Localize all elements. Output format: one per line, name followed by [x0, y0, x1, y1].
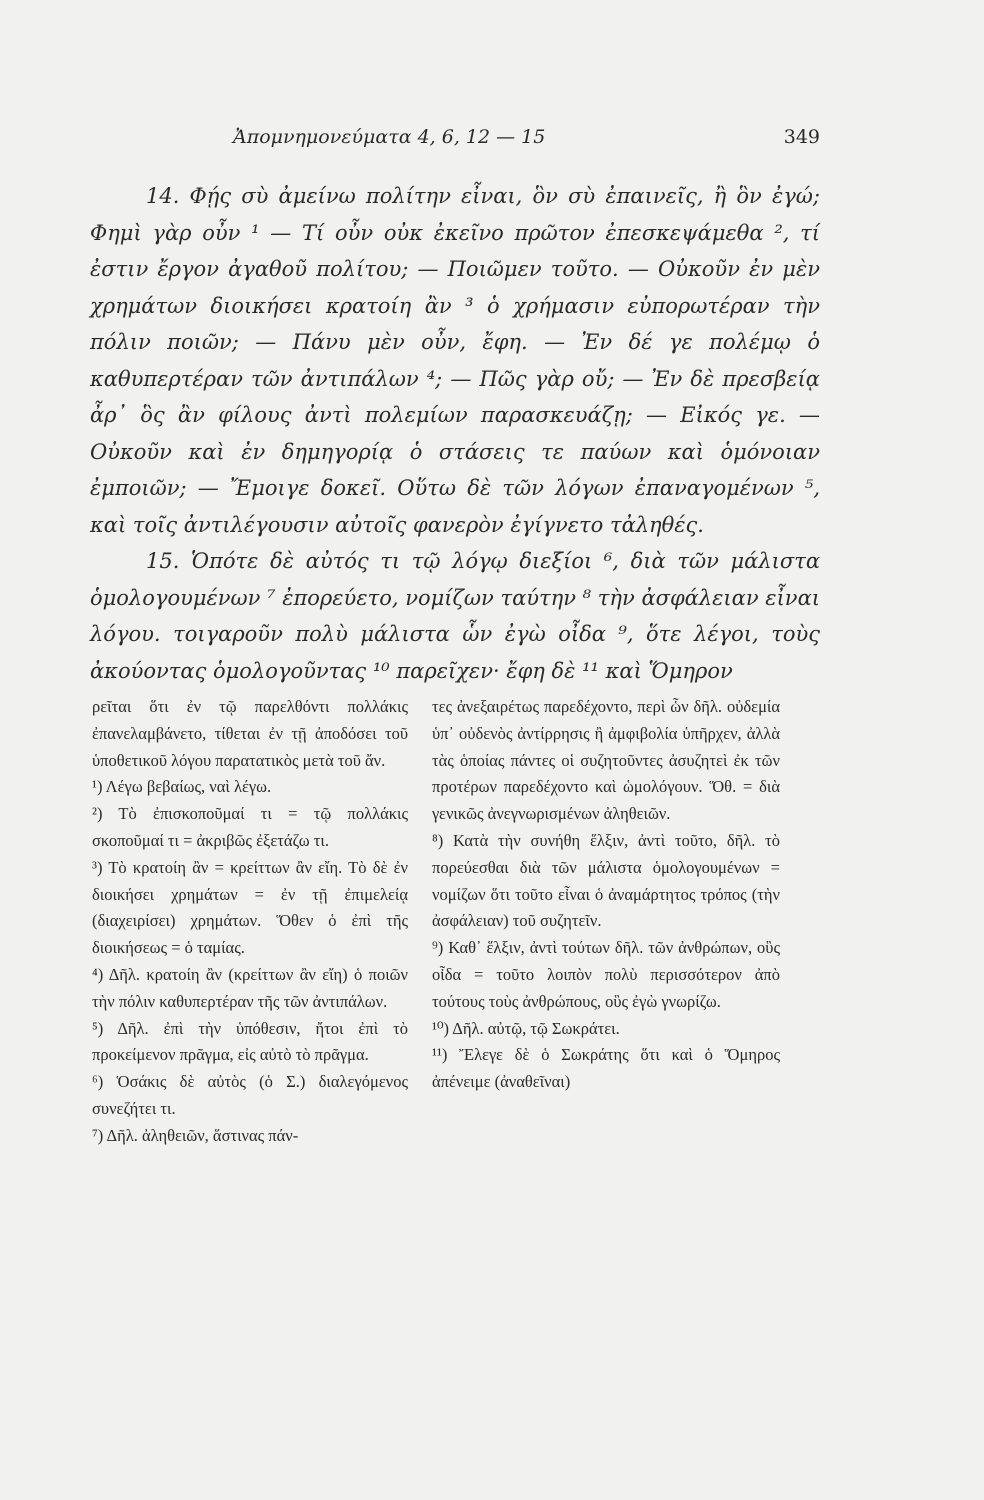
page-number: 349 [783, 126, 820, 148]
footnote-1: ¹) Λέγω βεβαίως, ναὶ λέγω. [92, 777, 272, 797]
footnotes-right-column [432, 694, 780, 1096]
footnote-11: ¹¹) Ἔλεγε δὲ ὁ Σωκράτης ὅτι καὶ ὁ Ὅμηρος ἀπένειμε (ἀναθεῖναι) [432, 1045, 780, 1092]
footnote-7: ⁷) Δῆλ. ἀληθειῶν, ἅστινας πάν- [92, 1125, 299, 1145]
footnote-5: ⁵) Δῆλ. ἐπὶ τὴν ὑπόθεσιν, ἤτοι ἐπὶ τὸ προκείμενον πρᾶγμα, εἰς αὐτὸ τὸ πρᾶγμα. [92, 1018, 408, 1065]
footnote-6: ⁶) Ὁσάκις δὲ αὐτὸς (ὁ Σ.) διαλεγόμενος συνεζήτει τι. [92, 1072, 408, 1118]
footnote-3: ³) Τὸ κρατοίη ἂν = κρείττων ἂν εἴη. Τὸ δὲ ἐν διοικήσει χρημάτων = ἐν τῇ ἐπιμελείᾳ (διαχειρίσει) χρημάτων. Ὅθεν ὁ ἐπὶ τῆς διοικήσεως = ὁ ταμίας. [92, 857, 408, 958]
footnote-7-continuation: τες ἀνεξαιρέτως παρεδέχοντο, περὶ ὧν δῆλ. οὐδεμία ὑπ᾽ οὐδενὸς ἀντίρρησις ἢ ἀμφιβολία ὑπῆρχεν, ἀλλὰ τὰς ὁποίας πάντες οἱ συζητοῦντες ἀσυζητεὶ ἐκ τῶν προτέρων παρεδέχοντο καὶ ὡμολόγουν. Ὅθ. = διὰ γενικῶς ἀνεγνωρισμένων ἀληθειῶν. [432, 697, 780, 824]
paragraph-14: 14. Φῄς σὺ ἀμείνω πολίτην εἶναι, ὃν σὺ ἐπαινεῖς, ἢ ὃν ἐγώ; Φημὶ γὰρ οὖν ¹ — Τί οὖν οὐκ ἐκεῖνο πρῶτον ἐπεσκεψάμεθα ², τί ἐστιν ἔργον ἀγαθοῦ πολίτου; — Ποιῶμεν τοῦτο. — Οὐκοῦν ἐν μὲν χρημάτων διοικήσει κρατοίη ἂν ³ ὁ χρήμασιν εὐπορωτέραν τὴν πόλιν ποιῶν; — Πάνυ μὲν οὖν, ἔφη. — Ἐν δέ γε πολέμῳ ὁ καθυπερτέραν τῶν ἀντιπάλων ⁴; — Πῶς γὰρ οὔ; — Ἐν δὲ πρεσβείᾳ ἆρ᾽ ὃς ἂν φίλους ἀντὶ πολεμίων παρασκευάζῃ; — Εἰκός γε. — Οὐκοῦν καὶ ἐν δημηγορίᾳ ὁ στάσεις τε παύων καὶ ὁμόνοιαν ἐμποιῶν; — Ἔμοιγε δοκεῖ. Οὕτω δὲ τῶν λόγων ἐπαναγομένων ⁵, καὶ τοῖς ἀντιλέγουσιν αὐτοῖς φανερὸν ἐγίγνετο τἀληθές. [90, 184, 820, 537]
footnote-2: ²) Τὸ ἐπισκοποῦμαί τι = τῷ πολλάκις σκοποῦμαί τι = ἀκριβῶς ἐξετάζω τι. [92, 804, 408, 850]
footnote-9: ⁹) Καθ᾽ ἕλξιν, ἀντὶ τούτων δῆλ. τῶν ἀνθρώπων, οὓς οἶδα = τοῦτο λοιπὸν πολὺ περισσότερον ἀπὸ τούτους τοὺς ἀνθρώπους, οὓς ἐγὼ γνωρίζω. [432, 938, 780, 1011]
running-title: Ἀπομνημονεύματα 4, 6, 12 — 15 [233, 126, 546, 148]
paragraph-15: 15. Ὁπότε δὲ αὐτός τι τῷ λόγῳ διεξίοι ⁶, διὰ τῶν μάλιστα ὁμολογουμένων ⁷ ἐπορεύετο, νομίζων ταύτην ⁸ τὴν ἀσφάλειαν εἶναι λόγου. τοιγαροῦν πολὺ μάλιστα ὧν ἐγὼ οἶδα ⁹, ὅτε λέγοι, τοὺς ἀκούοντας ὁμολογοῦντας ¹⁰ παρεῖχεν· ἔφη δὲ ¹¹ καὶ Ὅμηρον [90, 549, 820, 683]
running-header [233, 126, 820, 148]
footnote-4: ⁴) Δῆλ. κρατοίη ἂν (κρείττων ἂν εἴη) ὁ ποιῶν τὴν πόλιν καθυπερτέραν τῆς τῶν ἀντιπάλων. [92, 964, 408, 1011]
footnote-8: ⁸) Κατὰ τὴν συνήθη ἕλξιν, ἀντὶ τοῦτο, δῆλ. τὸ πορεύεσθαι διὰ τῶν μάλιστα ὁμολογουμένων = νομίζων ὅτι τοῦτο εἶναι ὁ ἀναμάρτητος τρόπος (τὴν ἀσφάλειαν) τοῦ συζητεῖν. [432, 830, 780, 931]
footnote-10: ¹⁰) Δῆλ. αὐτῷ, τῷ Σωκράτει. [432, 1018, 620, 1038]
main-text [90, 178, 820, 689]
footnote-continuation: ρεῖται ὅτι ἐν τῷ παρελθόντι πολλάκις ἐπανελαμβάνετο, τίθεται ἐν τῇ ἀποδόσει τοῦ ὑποθετικοῦ λόγου παρατατικὸς μετὰ τοῦ ἄν. [92, 697, 408, 770]
footnotes-left-column [92, 694, 408, 1150]
